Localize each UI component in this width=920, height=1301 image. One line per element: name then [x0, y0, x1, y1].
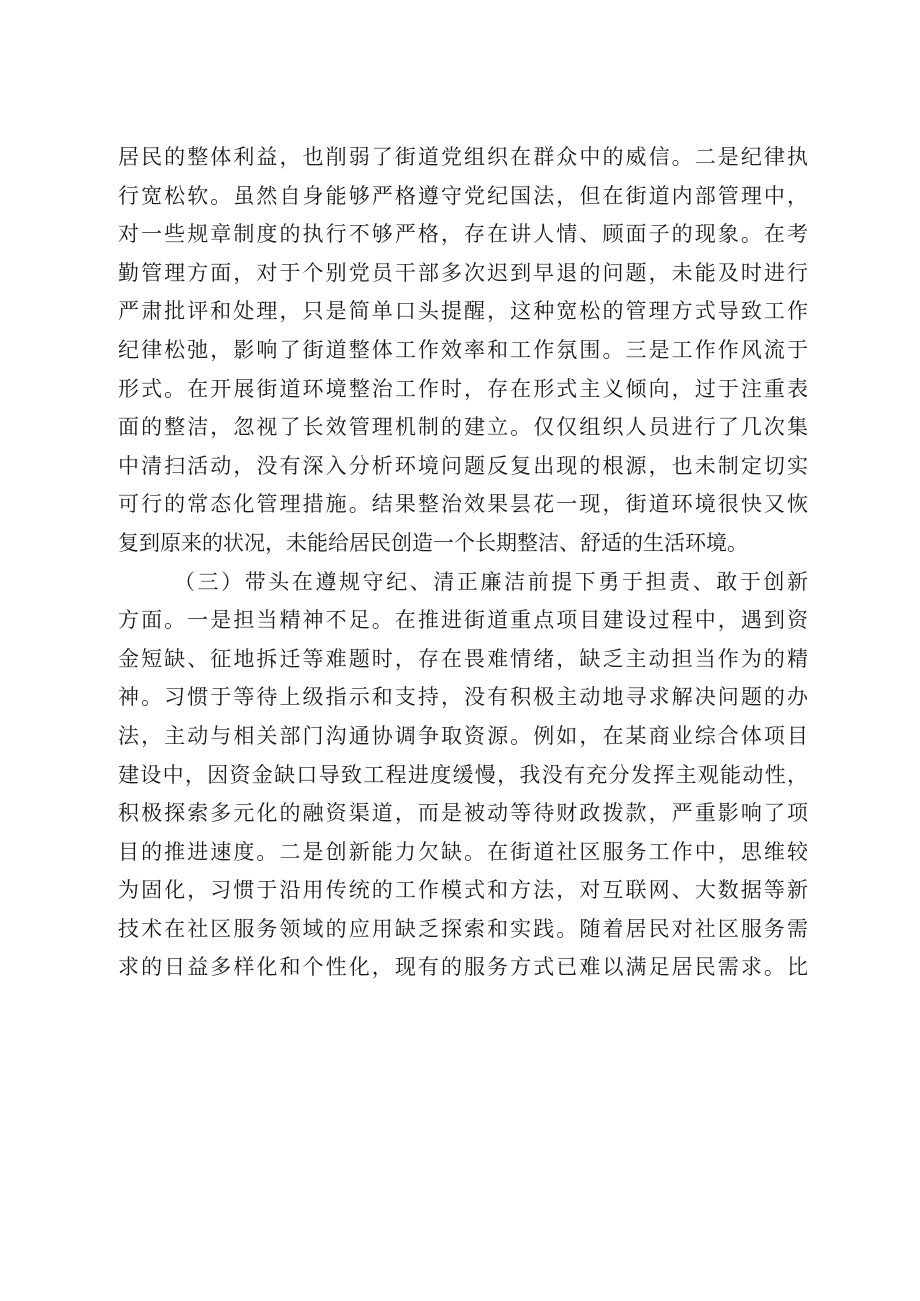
text-line: 中清扫活动，没有深入分析环境问题反复出现的根源，也未制定切实: [118, 453, 808, 478]
text-line: 求的日益多样化和个性化，现有的服务方式已难以满足居民需求。比: [118, 955, 808, 980]
text-line: 神。习惯于等待上级指示和支持，没有积极主动地寻求解决问题的办: [118, 685, 808, 710]
text-line: 法，主动与相关部门沟通协调争取资源。例如，在某商业综合体项目: [118, 723, 808, 748]
text-line: 建设中，因资金缺口导致工程进度缓慢，我没有充分发挥主观能动性，: [118, 762, 808, 787]
text-line: 居民的整体利益，也削弱了街道党组织在群众中的威信。二是纪律执: [118, 145, 808, 169]
text-line: 严肃批评和处理，只是简单口头提醒，这种宽松的管理方式导致工作: [118, 299, 808, 324]
text-line: 纪律松弛，影响了街道整体工作效率和工作氛围。三是工作作风流于: [118, 337, 808, 362]
text-line: 复到原来的状况，未能给居民创造一个长期整洁、舒适的生活环境。: [118, 530, 748, 555]
text-line: 勤管理方面，对于个别党员干部多次迟到早退的问题，未能及时进行: [118, 260, 808, 285]
text-line: 形式。在开展街道环境整治工作时，存在形式主义倾向，过于注重表: [118, 376, 808, 401]
section-heading-line: （三）带头在遵规守纪、清正廉洁前提下勇于担责、敢于创新: [174, 569, 808, 594]
text-line: 可行的常态化管理措施。结果整治效果昙花一现，街道环境很快又恢: [118, 492, 808, 517]
text-line: 金短缺、征地拆迁等难题时，存在畏难情绪，缺乏主动担当作为的精: [118, 646, 808, 671]
text-line: 为固化，习惯于沿用传统的工作模式和方法，对互联网、大数据等新: [118, 878, 808, 903]
text-line: 对一些规章制度的执行不够严格，存在讲人情、顾面子的现象。在考: [118, 222, 808, 247]
text-line: 面的整洁，忽视了长效管理机制的建立。仅仅组织人员进行了几次集: [118, 415, 808, 440]
document-body: [118, 138, 808, 987]
text-line: 积极探索多元化的融资渠道，而是被动等待财政拨款，严重影响了项: [118, 801, 808, 826]
text-line: 行宽松软。虽然自身能够严格遵守党纪国法，但在街道内部管理中，: [118, 183, 808, 208]
text-line: 技术在社区服务领域的应用缺乏探索和实践。随着居民对社区服务需: [118, 916, 808, 941]
text-line: 方面。一是担当精神不足。在推进街道重点项目建设过程中，遇到资: [118, 608, 808, 633]
text-line: 目的推进速度。二是创新能力欠缺。在街道社区服务工作中，思维较: [118, 839, 808, 864]
